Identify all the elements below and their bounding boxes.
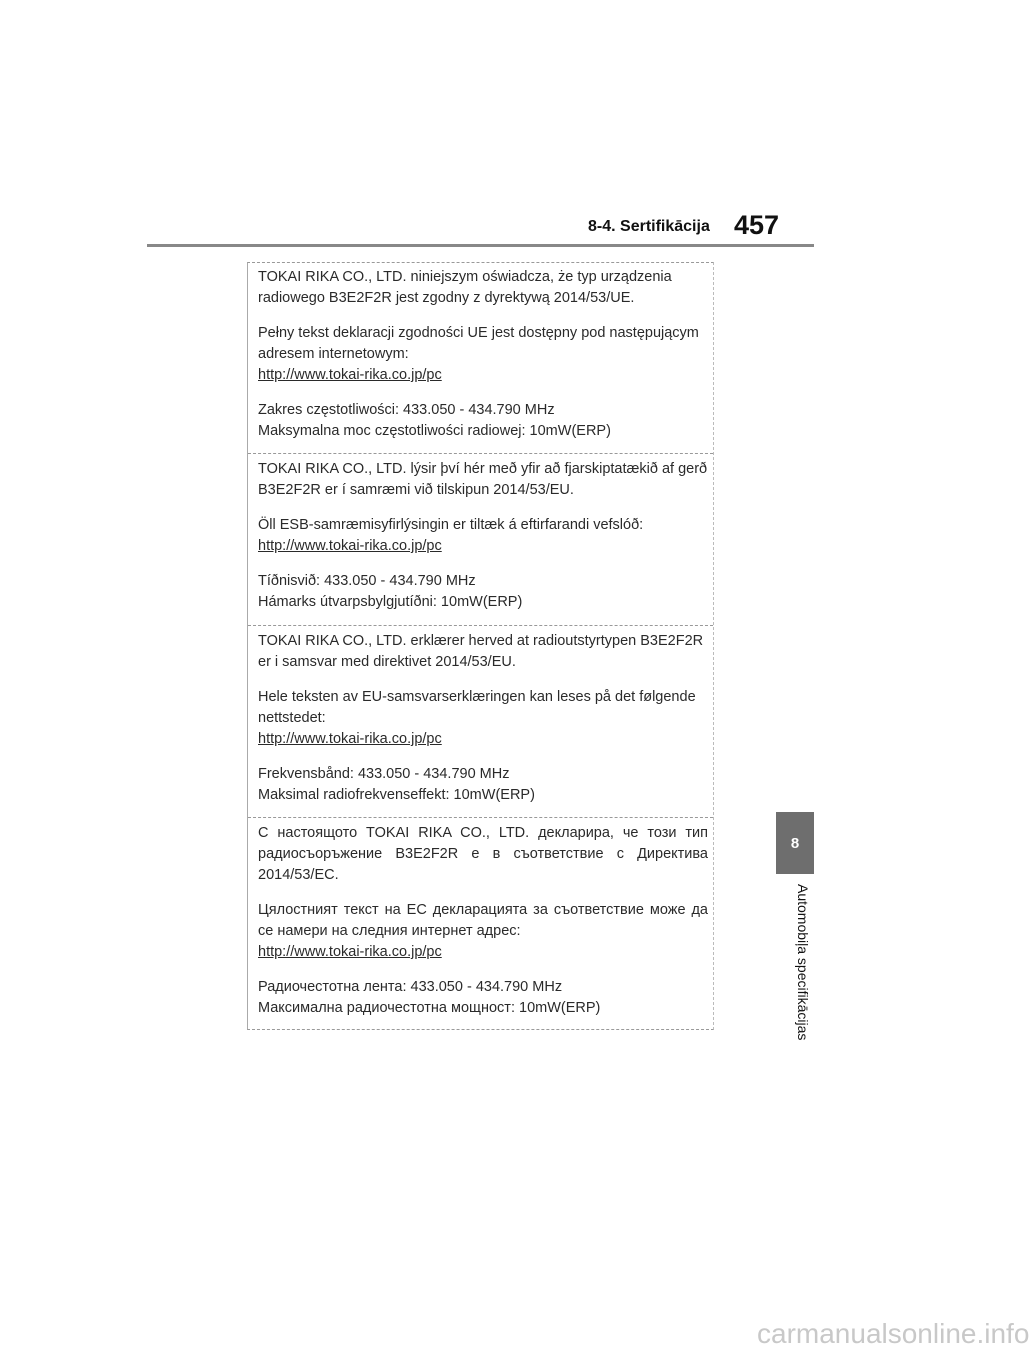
section-divider [248, 817, 713, 818]
frequency-range: Tíðnisvið: 433.050 - 434.790 MHz [258, 573, 476, 589]
section-divider [248, 625, 713, 626]
max-power: Maksymalna moc częstotliwości radiowej: 10mW(ERP) [258, 423, 611, 439]
frequency-range: Frekvensbånd: 433.050 - 434.790 MHz [258, 766, 510, 782]
declaration-text-intro: Pełny tekst deklaracji zgodności UE jest dostępny pod następującym adresem internetowym: [258, 325, 699, 362]
declaration-url-link[interactable]: http://www.tokai-rika.co.jp/pc [258, 367, 442, 383]
declaration-url-link[interactable]: http://www.tokai-rika.co.jp/pc [258, 731, 442, 747]
chapter-number: 8 [790, 834, 800, 852]
declaration-statement: TOKAI RIKA CO., LTD. niniejszym oświadcza, że typ urządzenia radiowego B3E2F2R jest zgodny z dyrektywą 2014/53/UE. [258, 269, 672, 306]
header-rule [147, 244, 814, 247]
max-power: Максимална радиочестотна мощност: 10mW(ERP) [258, 1000, 601, 1016]
declaration-bg [258, 823, 708, 1019]
page-number: 457 [734, 210, 780, 240]
chapter-tab[interactable] [776, 812, 814, 874]
declaration-box [247, 262, 714, 1030]
declaration-text-intro: Öll ESB-samræmisyfirlýsingin er tiltæk á eftirfarandi vefslóð: [258, 517, 644, 533]
max-power: Maksimal radiofrekvenseffekt: 10mW(ERP) [258, 787, 535, 803]
declaration-statement: С настоящото TOKAI RIKA CO., LTD. декларира, че този тип радиосъоръжение B3E2F2R е в съответствие с Директива 2014/53/ЕС. [258, 825, 708, 883]
section-divider [248, 453, 713, 454]
frequency-range: Радиочестотна лента: 433.050 - 434.790 MHz [258, 979, 563, 995]
declaration-statement: TOKAI RIKA CO., LTD. erklærer herved at radioutstyrtypen B3E2F2R er i samsvar med direktivet 2014/53/EU. [258, 633, 704, 670]
declaration-url-link[interactable]: http://www.tokai-rika.co.jp/pc [258, 538, 442, 554]
chapter-label: Automobiļa specifikācijas [795, 884, 811, 1041]
declaration-is [258, 459, 708, 613]
declaration-no [258, 631, 708, 806]
section-title: 8-4. Sertifikācija [588, 218, 710, 235]
max-power: Hámarks útvarpsbylgjutíðni: 10mW(ERP) [258, 594, 523, 610]
frequency-range: Zakres częstotliwości: 433.050 - 434.790 MHz [258, 402, 555, 418]
declaration-text-intro: Цялостният текст на ЕС декларацията за съответствие може да се намери на следния интернет адрес: [258, 902, 708, 939]
declaration-statement: TOKAI RIKA CO., LTD. lýsir því hér með yfir að fjarskiptatækið af gerð B3E2F2R er í samræmi við tilskipun 2014/53/EU. [258, 461, 708, 498]
declaration-pl [258, 267, 708, 442]
watermark: carmanualsonline.info [757, 1318, 1029, 1349]
declaration-url-link[interactable]: http://www.tokai-rika.co.jp/pc [258, 944, 442, 960]
declaration-text-intro: Hele teksten av EU-samsvarserklæringen kan leses på det følgende nettstedet: [258, 689, 696, 726]
